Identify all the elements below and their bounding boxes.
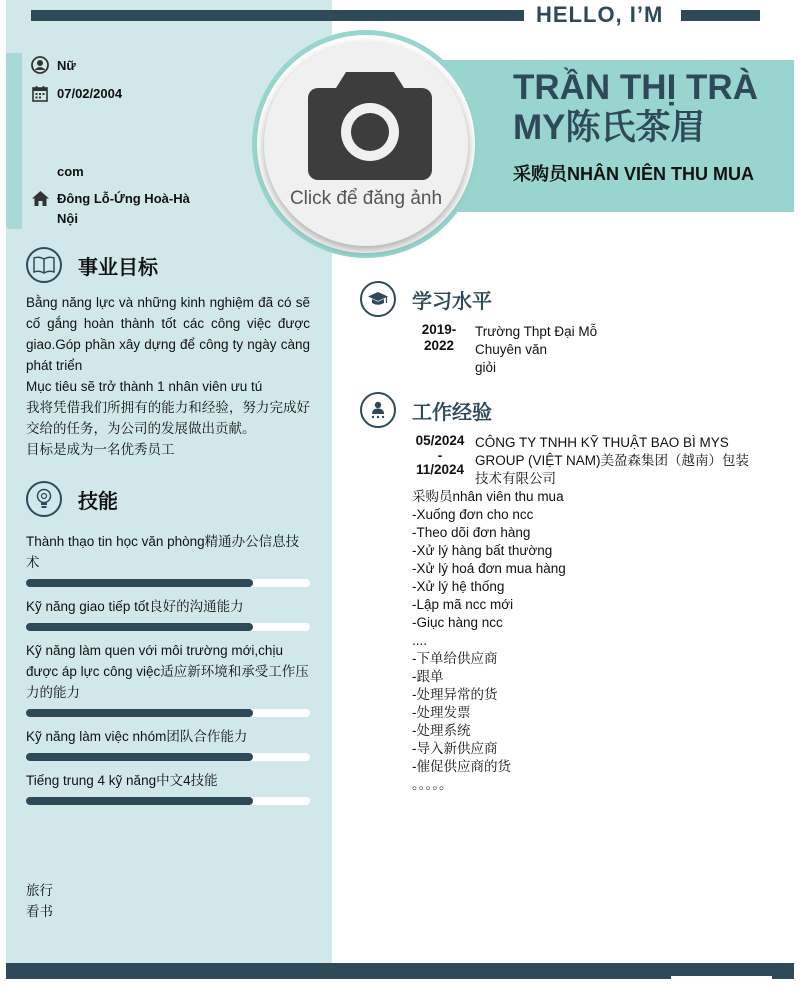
education-line: Trường Thpt Đại Mỗ bbox=[475, 324, 598, 339]
user-icon bbox=[31, 56, 49, 74]
footer-notch bbox=[671, 976, 772, 979]
work-line: .... bbox=[412, 633, 428, 648]
graduation-cap-icon bbox=[360, 281, 396, 317]
work-description[interactable] bbox=[412, 488, 762, 794]
work-line: 。。。。。 bbox=[412, 777, 453, 792]
skill-label: Kỹ năng làm quen với môi trường mới,chịu được áp lực công việc适应新环境和承受工作压力的能力 bbox=[26, 643, 309, 700]
hello-heading: HELLO, I’M bbox=[536, 2, 664, 27]
hobby-item: 旅行 bbox=[26, 883, 53, 898]
hobbies-list[interactable] bbox=[26, 880, 53, 922]
header-bar-left bbox=[31, 10, 524, 21]
birthday-row[interactable] bbox=[31, 84, 122, 104]
home-icon bbox=[31, 189, 49, 207]
objective-body[interactable] bbox=[26, 292, 310, 460]
work-line: -下单给供应商 bbox=[412, 651, 498, 666]
gender-value: Nữ bbox=[57, 58, 76, 73]
skill-bar-fill bbox=[26, 579, 253, 587]
address-value: Đông Lỗ-Ứng Hoà-Hà Nội bbox=[57, 191, 190, 226]
work-line: -Giục hàng ncc bbox=[412, 615, 503, 630]
objective-heading bbox=[26, 247, 158, 283]
full-name[interactable]: TRẦN THỊ TRÀ MY陈氏茶眉 bbox=[513, 68, 758, 147]
lightbulb-icon bbox=[26, 481, 62, 517]
skill-bar-fill bbox=[26, 709, 253, 717]
work-company[interactable]: CÔNG TY TNHH KỸ THUẬT BAO BÌ MYS GROUP (VIỆT NAM)美盈森集团（越南）包装技术有限公司 bbox=[475, 435, 750, 486]
work-date-end: 11/2024 bbox=[415, 462, 465, 477]
work-line: -处理系统 bbox=[412, 723, 471, 738]
hobby-item: 看书 bbox=[26, 904, 53, 919]
work-line: -Theo dõi đơn hàng bbox=[412, 525, 531, 540]
education-year-end: 2022 bbox=[423, 338, 455, 353]
education-heading bbox=[360, 281, 492, 317]
sidebar-accent bbox=[6, 53, 22, 229]
skill-bar-fill bbox=[26, 623, 253, 631]
work-line: -处理异常的货 bbox=[412, 687, 498, 702]
skill-item[interactable] bbox=[26, 640, 310, 717]
header-bar-right bbox=[681, 10, 760, 21]
worker-icon bbox=[360, 392, 396, 428]
work-heading bbox=[360, 392, 492, 428]
skills-heading bbox=[26, 481, 118, 517]
work-date-start: 05/2024 bbox=[415, 433, 465, 448]
education-year-start: 2019- bbox=[421, 322, 457, 337]
job-title[interactable]: 采购员NHÂN VIÊN THU MUA bbox=[513, 164, 754, 184]
objective-title: 事业目标 bbox=[78, 256, 158, 279]
education-line: Chuyên văn bbox=[475, 342, 548, 357]
work-line: -跟单 bbox=[412, 669, 444, 684]
objective-paragraph-3: 我将凭借我们所拥有的能力和经验，努力完成好交给的任务，为公司的发展做出贡献。 bbox=[26, 400, 310, 436]
work-line: -Xử lý hàng bất thường bbox=[412, 543, 553, 558]
calendar-icon bbox=[31, 84, 49, 102]
work-date-separator: - bbox=[437, 447, 443, 463]
work-dates[interactable] bbox=[412, 434, 468, 478]
work-line: 采购员nhân viên thu mua bbox=[412, 489, 564, 504]
objective-line-4: 目标是成为一名优秀员工 bbox=[26, 442, 175, 457]
work-line: -导入新供应商 bbox=[412, 741, 498, 756]
objective-paragraph-1: Bằng năng lực và những kinh nghiệm đã có sẽ cố gắng hoàn thành tốt các công việc được giao.Góp phần xây dựng để công ty ngày càng phát triển bbox=[26, 295, 310, 373]
education-details[interactable] bbox=[475, 323, 635, 377]
photo-upload-label: Click để đăng ảnh bbox=[289, 188, 443, 209]
work-line: -Xuống đơn cho ncc bbox=[412, 507, 534, 522]
email-value: com bbox=[57, 164, 84, 179]
skill-bar-fill bbox=[26, 753, 253, 761]
skill-bar bbox=[26, 709, 310, 717]
camera-icon bbox=[308, 72, 432, 180]
work-line: -催促供应商的货 bbox=[412, 759, 511, 774]
work-line: -Xử lý hoá đơn mua hàng bbox=[412, 561, 566, 576]
skill-label: Tiếng trung 4 kỹ năng中文4技能 bbox=[26, 773, 218, 788]
skill-item[interactable] bbox=[26, 770, 310, 805]
skill-label: Kỹ năng làm việc nhóm团队合作能力 bbox=[26, 729, 248, 744]
gender-row[interactable] bbox=[31, 56, 76, 76]
skill-bar bbox=[26, 623, 310, 631]
skill-bar bbox=[26, 797, 310, 805]
skill-bar-fill bbox=[26, 797, 253, 805]
education-line: giỏi bbox=[475, 360, 497, 375]
skill-item[interactable] bbox=[26, 596, 310, 631]
photo-upload[interactable] bbox=[264, 42, 468, 246]
resume-page bbox=[6, 0, 794, 1006]
skill-label: Thành thạo tin học văn phòng精通办公信息技术 bbox=[26, 534, 300, 570]
work-line: -Xử lý hệ thống bbox=[412, 579, 505, 594]
skill-item[interactable] bbox=[26, 726, 310, 761]
skill-label: Kỹ năng giao tiếp tốt良好的沟通能力 bbox=[26, 599, 244, 614]
work-line: -处理发票 bbox=[412, 705, 471, 720]
skill-item[interactable] bbox=[26, 531, 310, 587]
work-line: -Lập mã ncc mới bbox=[412, 597, 514, 612]
address-row[interactable] bbox=[31, 189, 207, 229]
skill-bar bbox=[26, 579, 310, 587]
education-title: 学习水平 bbox=[412, 290, 492, 313]
education-years[interactable] bbox=[413, 322, 465, 354]
book-icon bbox=[26, 247, 62, 283]
objective-line-2: Mục tiêu sẽ trở thành 1 nhân viên ưu tú bbox=[26, 379, 263, 394]
email-row[interactable] bbox=[31, 162, 84, 182]
birthday-value: 07/02/2004 bbox=[57, 86, 123, 101]
work-title: 工作经验 bbox=[412, 401, 492, 424]
skill-bar bbox=[26, 753, 310, 761]
skills-title: 技能 bbox=[78, 490, 118, 513]
